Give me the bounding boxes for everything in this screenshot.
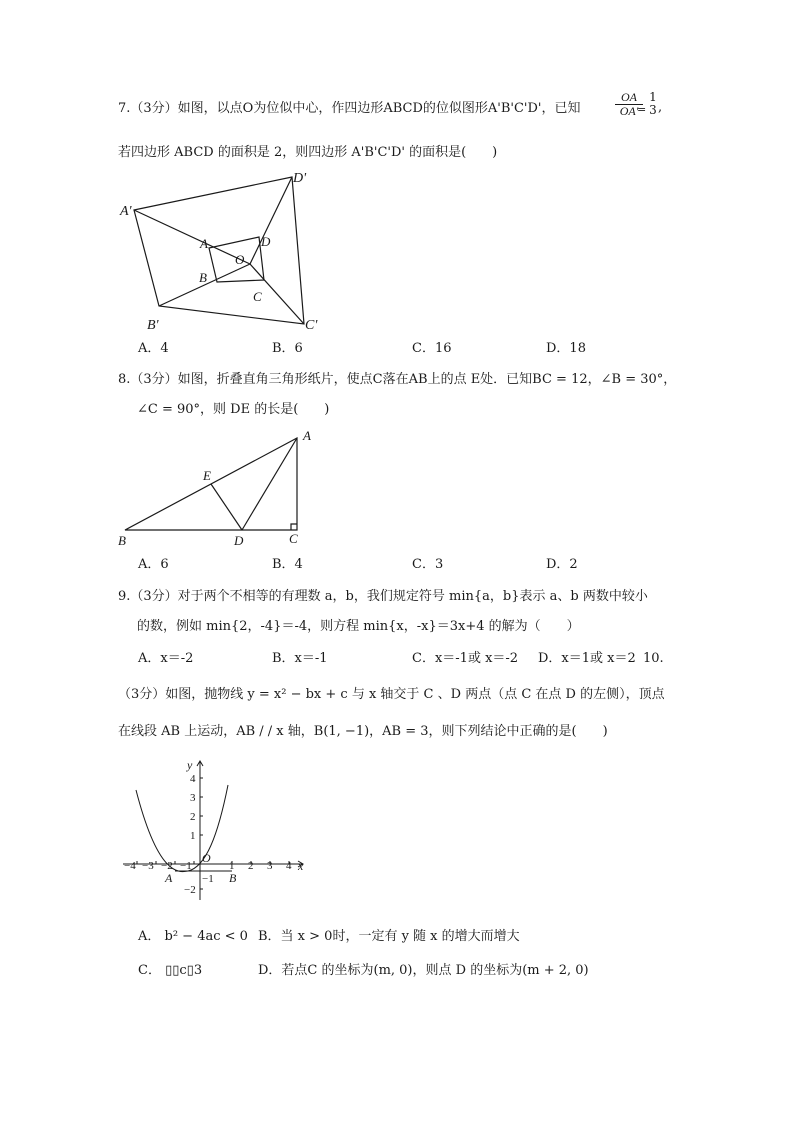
q7-label-c-prime: C' (305, 318, 318, 333)
q7-label-a-prime: A' (120, 204, 132, 219)
q7-equals: = (637, 103, 647, 116)
q10-x-axis-label: x (298, 859, 304, 873)
q8-stem-line2: ∠C = 90°，则 DE 的长是( ) (137, 402, 330, 417)
q9-stem-line1: 9.（3分）对于两个不相等的有理数 a，b，我们规定符号 min{a，b}表示 a、b 两数中较小 (118, 589, 648, 604)
q8-label-e: E (203, 468, 211, 483)
q8-stem-line1: 8.（3分）如图，折叠直角三角形纸片，使点C落在AB上的点 E处．已知BC = 12，∠B = 30°， (118, 372, 677, 387)
q7-label-c: C (253, 289, 262, 304)
q10-y-tick: −1 (202, 873, 214, 885)
q10-point-a-label: A (165, 871, 173, 885)
q10-option-b: B．当 x > 0时，一定有 y 随 x 的增大而增大 (258, 929, 520, 944)
q10-y-tick: −2 (184, 884, 196, 896)
q10-axis-figure (118, 755, 318, 905)
q7-label-d: D (261, 234, 271, 249)
q7-comma: , (658, 100, 663, 115)
q10-option-a: A． b² − 4ac < 0 (138, 929, 248, 944)
q7-label-b: B (199, 270, 207, 285)
q8-option-c: C．3 (412, 557, 444, 572)
q8-option-b: B．4 (272, 557, 303, 572)
q7-ratio-num: 1 (649, 90, 657, 104)
q7-option-d: D．18 (546, 341, 586, 356)
q7-frac-num: OA (615, 91, 643, 105)
q10-option-c: C． ▯▯c▯3 (138, 963, 203, 978)
q7-label-d-prime: D' (293, 171, 307, 186)
q10-x-tick: 2 (248, 860, 254, 872)
q9-option-d: D．x＝1或 x＝2 (538, 651, 636, 666)
q7-stem-line1: 7.（3分）如图，以点O为位似中心，作四边形ABCD的位似图形A'B'C'D'，已知 (118, 101, 581, 116)
q7-frac-den: OA' (619, 104, 639, 118)
q8-option-d: D．2 (546, 557, 578, 572)
q10-x-tick: −1 (180, 860, 192, 872)
q10-x-tick: −2 (161, 860, 173, 872)
q7-label-b-prime: B' (147, 318, 159, 333)
q8-label-c: C (289, 531, 298, 546)
q7-label-o: O (235, 252, 245, 267)
q10-number: 10. (643, 651, 664, 666)
q10-x-tick: −4 (124, 860, 136, 872)
q10-y-tick: 1 (190, 830, 196, 842)
q10-stem-line1: （3分）如图，抛物线 y = x² − bx + c 与 x 轴交于 C 、D 两点（点 C 在点 D 的左侧），顶点 (118, 687, 665, 702)
q7-option-a: A．4 (138, 341, 169, 356)
q7-label-a: A (200, 236, 208, 251)
q8-option-a: A．6 (138, 557, 169, 572)
q8-label-a: A (303, 428, 311, 443)
q8-figure (115, 428, 325, 550)
q10-point-b-label: B (229, 871, 237, 885)
q7-option-c: C．16 (412, 341, 452, 356)
q10-stem-line2: 在线段 AB 上运动，AB / / x 轴，B(1, −1)，AB = 3，则下列结论中正确的是( ) (118, 724, 608, 739)
q10-x-tick: 1 (229, 860, 235, 872)
q9-option-c: C．x＝-1或 x＝-2 (412, 651, 519, 666)
q10-y-tick: 3 (190, 792, 196, 804)
q10-y-axis-label: y (187, 758, 193, 772)
q7-ratio-den: 3 (649, 103, 657, 117)
q8-label-d: D (234, 533, 244, 548)
q9-option-b: B．x＝-1 (272, 651, 328, 666)
q7-option-b: B．6 (272, 341, 303, 356)
q7-figure (110, 165, 340, 335)
q10-y-tick: 4 (190, 773, 196, 785)
q9-option-a: A．x＝-2 (138, 651, 194, 666)
q10-x-tick: 4 (286, 860, 292, 872)
q10-x-tick: 3 (267, 860, 273, 872)
q8-label-b: B (118, 533, 126, 548)
q10-y-tick: 2 (190, 811, 196, 823)
q10-origin-label: O (202, 851, 211, 865)
q10-option-d: D．若点C 的坐标为(m, 0)，则点 D 的坐标为(m + 2, 0) (258, 963, 589, 978)
q10-x-tick: −3 (142, 860, 154, 872)
q9-stem-line2: 的数，例如 min{2，-4}＝-4，则方程 min{x，-x}＝3x+4 的解为（ ） (137, 619, 580, 634)
q7-stem-line2: 若四边形 ABCD 的面积是 2，则四边形 A'B'C'D' 的面积是( ) (118, 145, 498, 160)
